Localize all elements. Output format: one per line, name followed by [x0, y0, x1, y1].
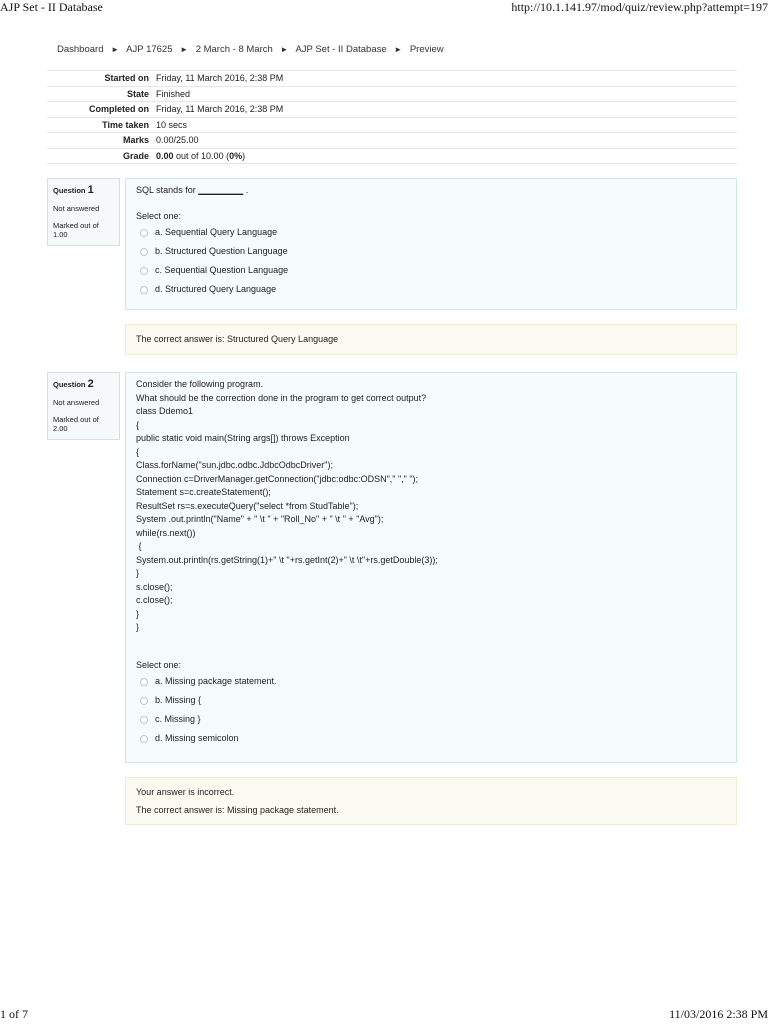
answer-option[interactable]: [140, 223, 726, 242]
breadcrumb-separator-icon: ►: [111, 45, 120, 54]
program-line: public static void main(String args[]) throws Exception: [136, 433, 350, 443]
program-line: {: [136, 419, 140, 430]
question-grade: Marked out of 2.00: [53, 415, 99, 433]
program-line: }: [136, 622, 140, 632]
summary-label: Marks: [122, 135, 149, 146]
select-one-label: Select one:: [136, 659, 182, 670]
question-state: Not answered: [53, 204, 100, 213]
answer-option-label: d. Missing semicolon: [155, 732, 239, 743]
summary-label: Grade: [122, 150, 149, 161]
answer-option[interactable]: [140, 261, 726, 280]
grade-close: ): [242, 150, 246, 161]
grade-out-of: out of 10.00 (: [173, 150, 230, 161]
grade-score: 0.00: [156, 150, 174, 161]
summary-value: Friday, 11 March 2016, 2:38 PM: [156, 104, 284, 115]
correct-answer-text: The correct answer is: Structured Query Language: [136, 334, 339, 344]
attempt-summary-table: [47, 70, 737, 164]
program-line: System.out.println(rs.getString(1)+" \t "+rs.getInt(2)+" \t \t"+rs.getDouble(3));: [136, 554, 438, 565]
question-number-value: 2: [87, 378, 94, 390]
summary-row-completed: [47, 102, 737, 118]
radio-button[interactable]: [140, 735, 148, 743]
program-line: ResultSet rs=s.executeQuery("select *from StudTable");: [136, 500, 359, 511]
summary-label: Started on: [104, 73, 149, 84]
summary-row-time: [47, 117, 737, 133]
question-number-value: 1: [87, 184, 94, 196]
summary-row-state: [47, 86, 737, 102]
breadcrumb-separator-icon: ►: [394, 45, 403, 54]
answer-option[interactable]: [140, 280, 726, 299]
program-line: c.close();: [136, 595, 173, 605]
program-line: s.close();: [136, 581, 173, 592]
summary-row-marks: [47, 133, 737, 149]
question-text-end: .: [243, 185, 249, 195]
radio-button[interactable]: [140, 678, 148, 686]
answer-option-label: a. Missing package statement.: [155, 675, 277, 686]
program-line: Class.forName("sun.jdbc.odbc.JdbcOdbcDriver");: [136, 460, 333, 470]
answer-option-label: b. Missing {: [155, 694, 202, 705]
breadcrumb-preview[interactable]: Preview: [409, 44, 444, 55]
summary-label: Completed on: [89, 104, 149, 115]
question-program-text: [136, 378, 726, 635]
question-text-start: SQL stands for: [136, 185, 199, 195]
question-text: [136, 184, 726, 198]
question-1-info: [47, 178, 120, 246]
print-header-url: http://10.1.141.97/mod/quiz/review.php?attempt=197: [511, 0, 768, 14]
answer-option[interactable]: [140, 242, 726, 261]
question-2-feedback: [125, 777, 737, 825]
program-line: {: [136, 541, 142, 551]
answer-option-label: d. Structured Query Language: [155, 283, 277, 294]
print-header: [0, 0, 768, 16]
answer-option-label: a. Sequential Query Language: [155, 226, 278, 237]
program-line: Statement s=c.createStatement();: [136, 487, 271, 497]
question-2-info: [47, 372, 120, 440]
grade-percent: 0%: [229, 150, 243, 161]
program-line: }: [136, 568, 140, 578]
correct-answer-text: The correct answer is: Missing package statement.: [136, 805, 339, 815]
question-number: [53, 378, 114, 390]
question-label: Question: [53, 186, 86, 195]
breadcrumb-dashboard[interactable]: Dashboard: [57, 44, 104, 55]
program-line: }: [136, 608, 140, 619]
radio-button[interactable]: [140, 716, 148, 724]
question-1-feedback: [125, 324, 737, 355]
question-blank: _________: [198, 185, 244, 195]
breadcrumb-separator-icon: ►: [180, 45, 189, 54]
print-datetime: 11/03/2016 2:38 PM: [669, 1007, 768, 1021]
summary-row-grade: [47, 148, 737, 164]
print-footer: [0, 1008, 768, 1024]
program-line: {: [136, 446, 140, 457]
question-1-content: [125, 178, 737, 310]
radio-button[interactable]: [140, 286, 148, 294]
select-one-label: Select one:: [136, 210, 182, 221]
breadcrumb-separator-icon: ►: [280, 45, 289, 54]
summary-value: [156, 148, 737, 164]
breadcrumb-quiz[interactable]: AJP Set - II Database: [295, 44, 387, 55]
breadcrumb-course[interactable]: AJP 17625: [126, 44, 173, 55]
summary-value: Friday, 11 March 2016, 2:38 PM: [156, 73, 284, 84]
answer-option[interactable]: [140, 710, 726, 729]
answer-option[interactable]: [140, 729, 726, 748]
program-line: What should be the correction done in the program to get correct output?: [136, 392, 427, 403]
question-state: Not answered: [53, 398, 100, 407]
answer-option[interactable]: [140, 691, 726, 710]
question-label: Question: [53, 380, 86, 389]
answer-option-label: c. Sequential Question Language: [155, 264, 289, 275]
page-count: 1 of 7: [0, 1007, 28, 1021]
question-number: [53, 184, 114, 196]
answer-option-label: b. Structured Question Language: [155, 245, 288, 256]
incorrect-text: Your answer is incorrect.: [136, 787, 235, 797]
program-line: System .out.println("Name" + " \t " + "Roll_No" + " \t " + "Avg");: [136, 514, 384, 524]
program-line: Connection c=DriverManager.getConnection("jdbc:odbc:ODSN"," "," ");: [136, 473, 419, 484]
radio-button[interactable]: [140, 697, 148, 705]
program-line: class Ddemo1: [136, 406, 194, 416]
radio-button[interactable]: [140, 267, 148, 275]
summary-label: State: [126, 88, 149, 99]
radio-button[interactable]: [140, 229, 148, 237]
answer-option-label: c. Missing }: [155, 713, 201, 724]
breadcrumb-section[interactable]: 2 March - 8 March: [195, 44, 273, 55]
summary-row-started: [47, 71, 737, 87]
program-line: while(rs.next()): [136, 527, 196, 538]
summary-value: Finished: [156, 88, 191, 99]
print-header-title: AJP Set - II Database: [0, 0, 103, 14]
question-grade: Marked out of 1.00: [53, 221, 99, 239]
summary-label: Time taken: [102, 119, 149, 130]
question-2-content: [125, 372, 737, 763]
summary-value: 0.00/25.00: [156, 135, 199, 146]
program-line: Consider the following program.: [136, 379, 264, 389]
answer-option[interactable]: [140, 672, 726, 691]
summary-value: 10 secs: [156, 119, 188, 130]
breadcrumb: [57, 44, 444, 55]
radio-button[interactable]: [140, 248, 148, 256]
